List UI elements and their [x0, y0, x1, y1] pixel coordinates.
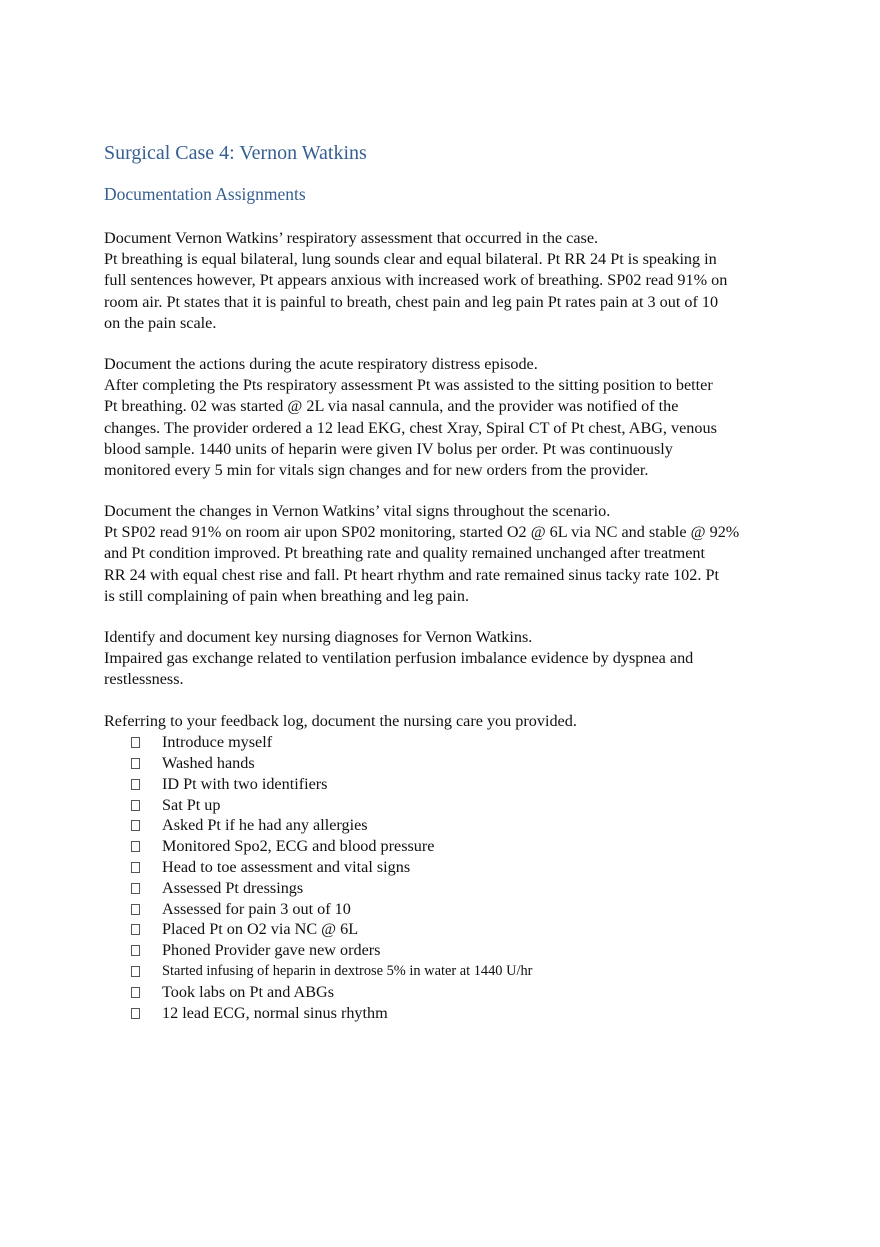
list-item [104, 836, 794, 857]
document-title: Surgical Case 4: Vernon Watkins [104, 142, 367, 164]
checkbox-icon [131, 779, 140, 790]
list-item-label: Took labs on Pt and ABGs [162, 982, 334, 1001]
section-answer-line: on the pain scale. [104, 313, 217, 332]
section-answer-line: changes. The provider ordered a 12 lead EKG, chest Xray, Spiral CT of Pt chest, ABG, venous [104, 418, 717, 437]
section-respiratory-assessment [104, 228, 794, 334]
section-vital-signs [104, 501, 794, 607]
list-item [104, 899, 794, 920]
section-answer-line: Pt SP02 read 91% on room air upon SP02 monitoring, started O2 @ 6L via NC and stable @ 92% [104, 523, 740, 542]
section-answer-line: full sentences however, Pt appears anxious with increased work of breathing. SP02 read 91% on [104, 271, 728, 290]
care-list [104, 732, 794, 1023]
list-item [104, 795, 794, 816]
list-item-label: Assessed for pain 3 out of 10 [162, 899, 351, 918]
list-item-label: Introduce myself [162, 733, 273, 752]
list-item-label: Head to toe assessment and vital signs [162, 857, 411, 876]
checkbox-icon [131, 737, 140, 748]
section-answer-line: After completing the Pts respiratory assessment Pt was assisted to the sitting position to better [104, 376, 713, 395]
checkbox-icon [131, 966, 140, 977]
checkbox-icon [131, 904, 140, 915]
checkbox-icon [131, 987, 140, 998]
section-answer-line: and Pt condition improved. Pt breathing rate and quality remained unchanged after treatment [104, 544, 705, 563]
list-item-label: Sat Pt up [162, 795, 221, 814]
list-item [104, 1003, 794, 1024]
section-answer-line: Pt breathing is equal bilateral, lung sounds clear and equal bilateral. Pt RR 24 Pt is speaking in [104, 250, 717, 269]
list-item-label: Placed Pt on O2 via NC @ 6L [162, 920, 359, 939]
section-nursing-diagnoses [104, 627, 794, 691]
section-prompt: Document the actions during the acute respiratory distress episode. [104, 355, 538, 373]
list-item [104, 982, 794, 1003]
list-item [104, 961, 794, 982]
list-item-label: Started infusing of heparin in dextrose 5% in water at 1440 U/hr [162, 962, 533, 979]
list-item-label: Asked Pt if he had any allergies [162, 816, 368, 835]
list-item [104, 857, 794, 878]
checkbox-icon [131, 924, 140, 935]
checkbox-icon [131, 841, 140, 852]
list-item-label: 12 lead ECG, normal sinus rhythm [162, 1003, 388, 1022]
checkbox-icon [131, 820, 140, 831]
section-distress-actions [104, 354, 794, 481]
document-subtitle: Documentation Assignments [104, 184, 306, 204]
list-item-label: Assessed Pt dressings [162, 878, 304, 897]
list-item [104, 878, 794, 899]
section-nursing-care [104, 711, 794, 1023]
section-answer-line: Pt breathing. 02 was started @ 2L via nasal cannula, and the provider was notified of the [104, 397, 679, 416]
checkbox-icon [131, 800, 140, 811]
section-answer-line: blood sample. 1440 units of heparin were given IV bolus per order. Pt was continuously [104, 439, 673, 458]
list-item [104, 732, 794, 753]
section-prompt: Referring to your feedback log, document the nursing care you provided. [104, 712, 577, 730]
checkbox-icon [131, 1008, 140, 1019]
checkbox-icon [131, 883, 140, 894]
list-item-label: Monitored Spo2, ECG and blood pressure [162, 837, 435, 856]
section-prompt: Document Vernon Watkins’ respiratory assessment that occurred in the case. [104, 229, 599, 247]
checkbox-icon [131, 758, 140, 769]
section-answer-line: is still complaining of pain when breathing and leg pain. [104, 586, 470, 605]
section-answer-line: Impaired gas exchange related to ventilation perfusion imbalance evidence by dyspnea and [104, 649, 694, 668]
list-item [104, 753, 794, 774]
section-answer-line: monitored every 5 min for vitals sign changes and for new orders from the provider. [104, 461, 649, 480]
list-item [104, 919, 794, 940]
checkbox-icon [131, 945, 140, 956]
section-answer-line: restlessness. [104, 670, 184, 689]
list-item-label: Phoned Provider gave new orders [162, 941, 381, 960]
section-answer-line: RR 24 with equal chest rise and fall. Pt heart rhythm and rate remained sinus tacky rate 102. Pt [104, 565, 719, 584]
list-item-label: ID Pt with two identifiers [162, 774, 328, 793]
list-item [104, 815, 794, 836]
checkbox-icon [131, 862, 140, 873]
section-prompt: Document the changes in Vernon Watkins’ vital signs throughout the scenario. [104, 502, 611, 520]
section-answer-line: room air. Pt states that it is painful to breath, chest pain and leg pain Pt rates pain at 3 out of 10 [104, 292, 719, 311]
list-item-label: Washed hands [162, 754, 255, 772]
list-item [104, 774, 794, 795]
list-item [104, 940, 794, 961]
section-prompt: Identify and document key nursing diagnoses for Vernon Watkins. [104, 628, 533, 646]
